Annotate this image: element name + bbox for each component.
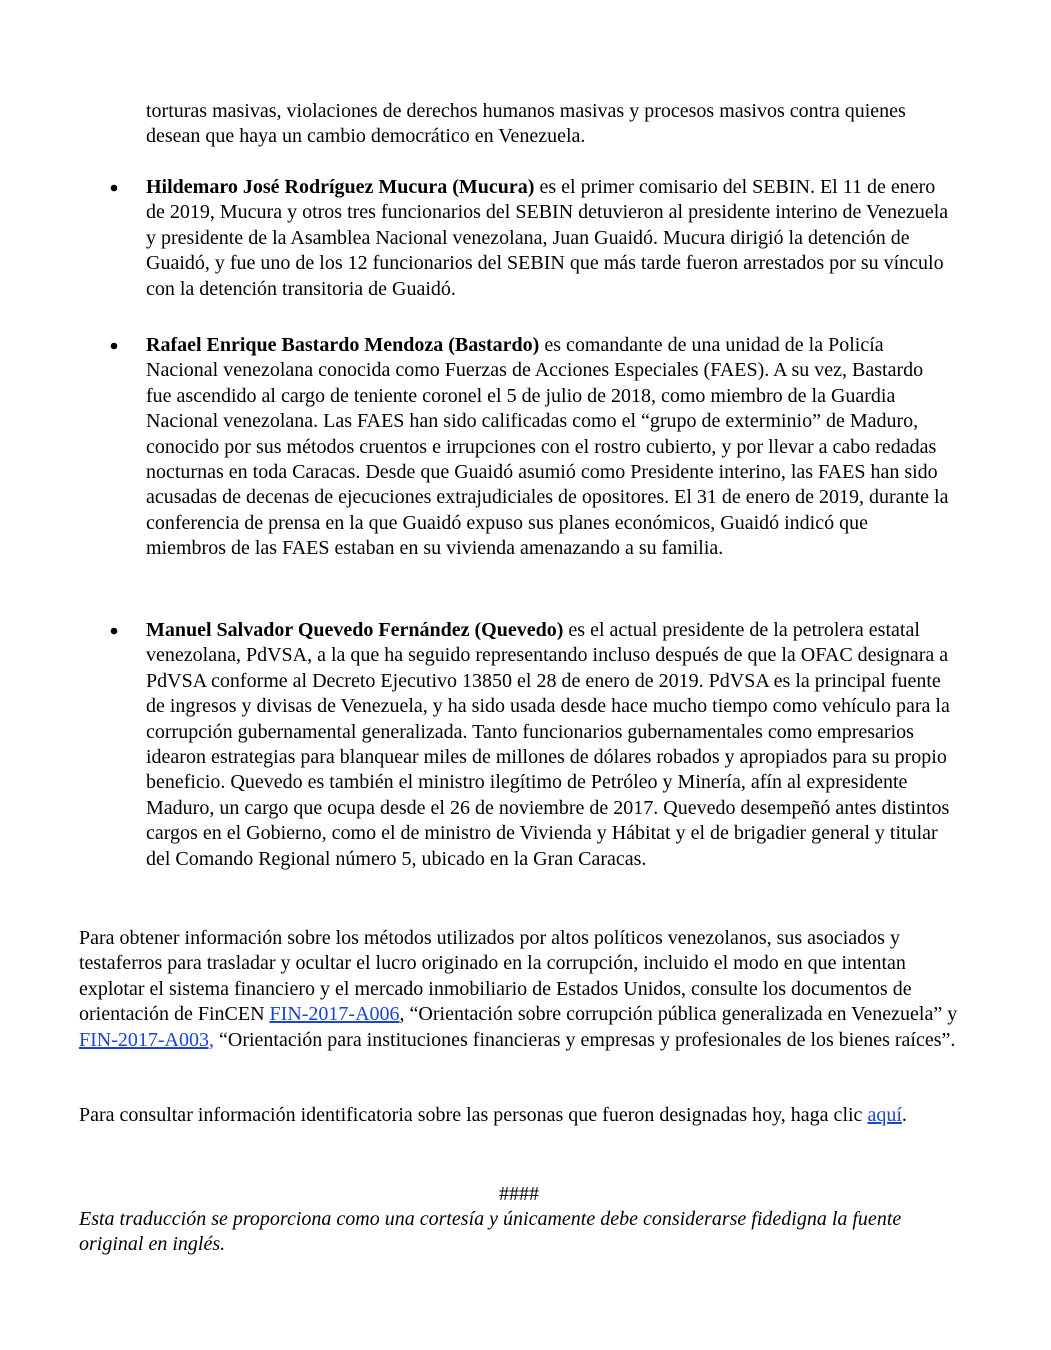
bullet-text: es comandante de una unidad de la Policía Nacional venezolana conocida como Fuerzas de Acciones Especiales (FAES). A su vez, Bastardo fue ascendido al cargo de teniente coronel el 5 de julio de 2018, como miembro de la Guardia Nacional venezolana. Las FAES han sido calificadas como el “grupo de exterminio” de Maduro, conocido por sus métodos cruentos e irrupciones con el rostro cubierto, y por llevar a cabo redadas nocturnas en toda Caracas. Desde que Guaidó asumió como Presidente interino, las FAES han sido acusadas de decenas de ejecuciones extrajudiciales de opositores. El 31 de enero de 2019, durante la conferencia de prensa en la que Guaidó expuso sus planes económicos, Guaidó indicó que miembros de las FAES estaban en su vivienda amenazando a su familia. xyxy=(146,334,949,560)
fin-2017-a006-link[interactable]: FIN-2017-A006 xyxy=(269,1003,400,1026)
bullet-text: es el primer comisario del SEBIN. El 11 de enero de 2019, Mucura y otros tres funcionarios del SEBIN detuvieron al presidente interino de Venezuela y presidente de la Asamblea Nacional venezolana, Juan Guaidó. Mucura dirigió la detención de Guaidó, y fue uno de los 12 funcionarios del SEBIN que más tarde fueron arrestados por su vínculo con la detención transitoria de Guaidó. xyxy=(146,176,949,300)
intro-continuation: torturas masivas, violaciones de derechos humanos masivas y procesos masivos contra quienes desean que haya un cambio democrático en Venezuela. xyxy=(146,100,906,148)
person-name: Manuel Salvador Quevedo Fernández (Quevedo) xyxy=(146,619,564,641)
bullet-marker xyxy=(111,628,118,635)
separator: #### xyxy=(499,1183,539,1205)
info-paragraph xyxy=(79,1103,959,1128)
bullet-item-bastardo xyxy=(146,333,952,562)
bullet-text: es el actual presidente de la petrolera estatal venezolana, PdVSA, a la que ha seguido representando incluso después de que la OFAC designara a PdVSA conforme al Decreto Ejecutivo 13850 el 28 de enero de 2019. PdVSA es la principal fuente de ingresos y divisas de Venezuela, y ha sido usada desde hace mucho tiempo como vehículo para la corrupción gubernamental generalizada. Tanto funcionarios gubernamentales como empresarios idearon estrategias para blanquear miles de millones de dólares robados y apropiados para su propio beneficio. Quevedo es también el ministro ilegítimo de Petróleo y Minería, afín al expresidente Maduro, un cargo que ocupa desde el 26 de noviembre de 2017. Quevedo desempeñó antes distintos cargos en el Gobierno, como el de ministro de Vivienda y Hábitat y el de brigadier general y titular del Comando Regional número 5, ubicado en la Gran Caracas. xyxy=(146,619,950,870)
bullet-item-quevedo xyxy=(146,618,952,872)
paragraph-text: . xyxy=(901,1104,907,1126)
fincen-paragraph xyxy=(79,926,959,1053)
bullet-marker xyxy=(111,185,118,192)
person-name: Rafael Enrique Bastardo Mendoza (Bastardo) xyxy=(146,334,540,356)
translation-disclaimer: Esta traducción se proporciona como una cortesía y únicamente debe considerarse fidedigna la fuente original en inglés. xyxy=(79,1208,902,1256)
person-name: Hildemaro José Rodríguez Mucura (Mucura) xyxy=(146,176,535,198)
bullet-marker xyxy=(111,343,118,350)
paragraph-text: “Orientación para instituciones financieras y empresas y profesionales de los bienes raíces”. xyxy=(214,1028,956,1051)
paragraph-text: Para obtener información sobre los métodos utilizados por altos políticos venezolanos, sus asociados y testaferros para trasladar y ocultar el lucro originado en la corrupción, incluido el modo en que intentan explotar el sistema financiero y el mercado inmobiliario de Estados Unidos, consulte los documentos de orientación de FinCEN xyxy=(79,927,912,1026)
fin-2017-a003-link[interactable]: FIN-2017-A003, xyxy=(79,1028,214,1051)
paragraph-text: , “Orientación sobre corrupción pública generalizada en Venezuela” y xyxy=(399,1003,958,1026)
bullet-item-mucura xyxy=(146,175,952,302)
paragraph-text: Para consultar información identificatoria sobre las personas que fueron designadas hoy, haga clic xyxy=(79,1104,868,1126)
aqui-link[interactable]: aquí xyxy=(867,1104,902,1126)
